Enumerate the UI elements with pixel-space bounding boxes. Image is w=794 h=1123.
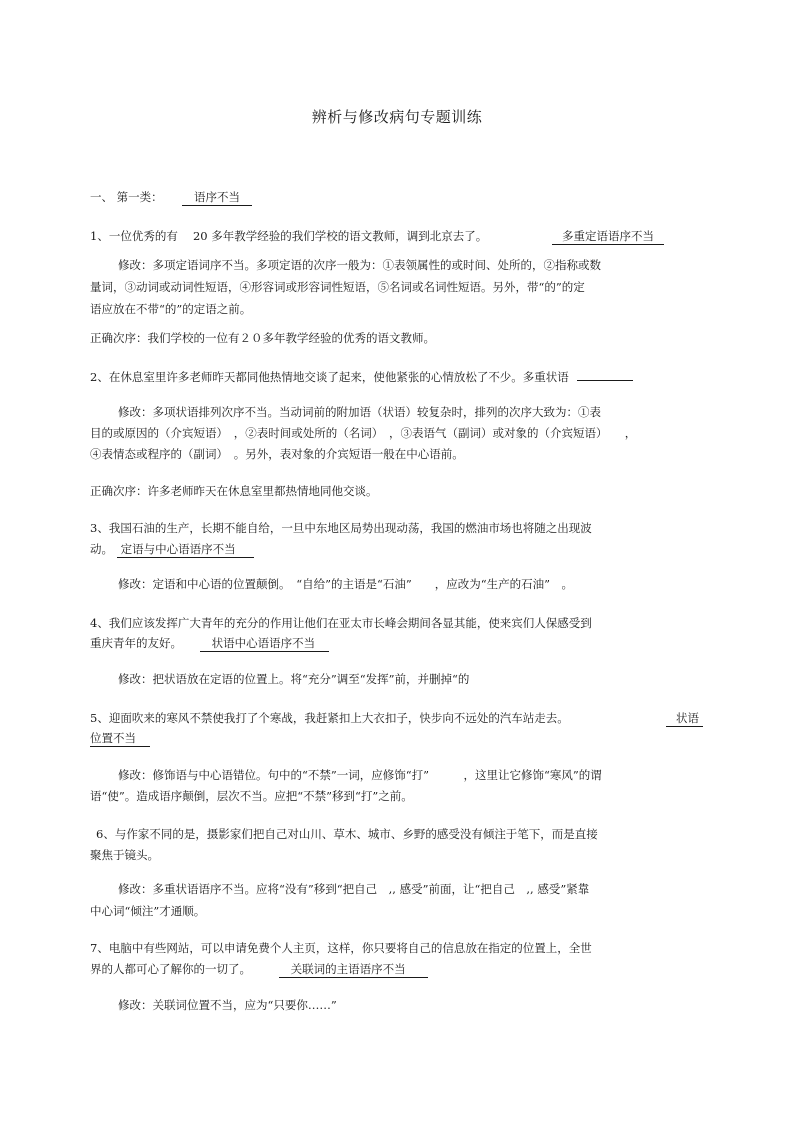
page-title: 辨析与修改病句专题训练 (311, 108, 483, 126)
question-7-fix: 修改：关联词位置不当，应为“只要你……” (118, 998, 337, 1012)
question-6-line: 聚焦于镜头。 (90, 848, 159, 862)
question-3-fix: 修改：定语和中心语的位置颠倒。 “自给”的主语是“石油” ，应改为“生产的石油” 。 (118, 577, 574, 591)
category-prefix: 一、 第一类： (90, 190, 163, 204)
question-1: 1、一位优秀的有 20 多年教学经验的我们学校的语文教师，调到北京去了。 (90, 229, 488, 243)
question-1-tag: 多重定语语序不当 (552, 229, 664, 245)
question-2-correct-order: 正确次序：许多老师昨天在休息室里都热情地同他交谈。 (90, 484, 378, 498)
question-4-line: 重庆青年的友好。 状语中心语语序不当 (90, 636, 329, 652)
question-6-line: 6、与作家不同的是，摄影家们把自己对山川、草木、城市、乡野的感受没有倾注于笔下，而是直接 (96, 827, 598, 841)
question-4-fix: 修改：把状语放在定语的位置上。将“充分”调至“发挥”前，并删掉“的 (118, 672, 470, 686)
question-1-fix-line: 量词，③动词或动词性短语，④形容词或形容词性短语，⑤名词或名词性短语。另外，带“的”的定 (90, 280, 585, 294)
question-3-line: 动。 定语与中心语语序不当 (90, 542, 254, 558)
question-2-fix-line: 目的或原因的（介宾短语） ，②表时间或处所的（名词） ，③表语气（副词）或对象的（介宾短语） ， (90, 426, 637, 440)
question-7-line: 界的人都可心了解你的一切了。 关联词的主语语序不当 (90, 962, 428, 978)
question-2-fix-line: 修改：多项状语排列次序不当。当动词前的附加语（状语）较复杂时，排列的次序大致为：①表 (118, 405, 601, 419)
question-1-correct-order: 正确次序：我们学校的一位有２０多年教学经验的优秀的语文教师。 (90, 331, 435, 345)
question-5-tag-a: 状语 (666, 711, 703, 727)
question-6-fix-line: 修改：多重状语语序不当。应将“没有”移到“把自己 ,, 感受”前面，让“把自己 ,, 感受”紧靠 (118, 882, 590, 896)
question-4-tag: 状语中心语语序不当 (200, 636, 330, 652)
question-4-line: 4、我们应该发挥广大青年的充分的作用让他们在亚太市长峰会期间各显其能，使来宾们人保感受到 (90, 616, 592, 630)
question-7-tag: 关联词的主语语序不当 (279, 962, 428, 978)
question-2: 2、在休息室里许多老师昨天都同他热情地交谈了起来，使他紧张的心情放松了不少。多重状语 (90, 369, 633, 384)
question-6-fix-line: 中心词“倾注”才通顺。 (90, 904, 206, 918)
question-3-tag: 定语与中心语语序不当 (117, 542, 254, 558)
question-5-fix-line: 修改：修饰语与中心语错位。句中的“不禁”一词，应修饰“打” ，这里让它修饰“寒风”的谓 (118, 768, 602, 782)
category-heading (90, 190, 252, 206)
question-2-fix-line: ④表情态或程序的（副词） 。另外，表对象的介宾短语一般在中心语前。 (90, 447, 464, 461)
question-1-fix-line: 修改：多项定语词序不当。多项定语的次序一般为：①表领属性的或时间、处所的，②指称或数 (118, 258, 601, 272)
category-name: 语序不当 (182, 190, 252, 206)
question-5-fix-line: 语“使”。造成语序颠倒，层次不当。应把“不禁”移到“打”之前。 (90, 789, 413, 803)
question-3-line: 3、我国石油的生产，长期不能自给，一旦中东地区局势出现动荡，我国的燃油市场也将随之出现波 (90, 521, 592, 535)
question-5-tag-b: 位置不当 (90, 731, 150, 747)
question-5-line: 5、迎面吹来的寒风不禁使我打了个寒战，我赶紧扣上大衣扣子，快步向不远处的汽车站走去。 (90, 711, 569, 725)
question-7-line: 7、电脑中有些网站，可以申请免费个人主页，这样，你只要将自己的信息放在指定的位置上，全世 (90, 941, 592, 955)
question-1-fix-line: 语应放在不带“的”的定语之前。 (90, 302, 252, 316)
